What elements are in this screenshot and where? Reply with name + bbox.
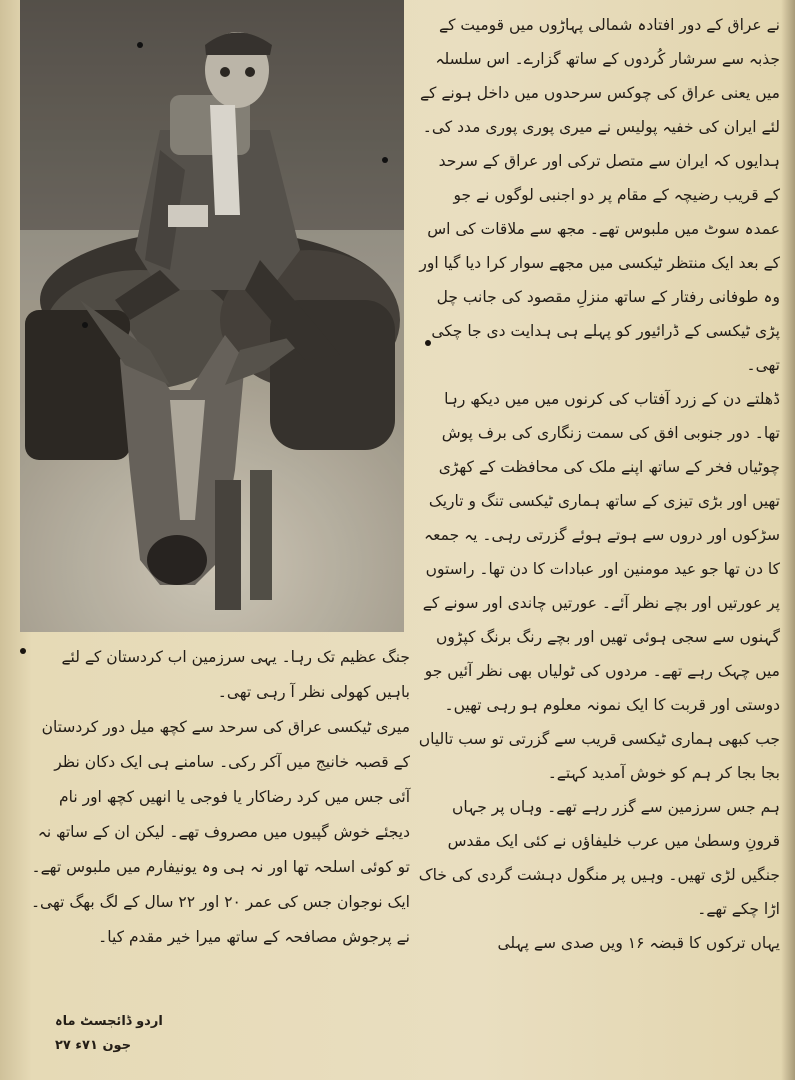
bullet-mark [425, 340, 431, 346]
paragraph: ڈھلتے دن کے زرد آفتاب کی کرنوں میں میں دیکھ رہا تھا۔ دور جنوبی افق کی سمت زنگاری کی برف پوش چوٹیاں فخر کے ساتھ اپنے ملک کی محافظت کے کھڑی تھیں اور بڑی تیزی کے ساتھ ہماری ٹیکسی تنگ و تاریک سڑکوں اور دروں سے ہوتے ہوئے گزرتی رہی۔ یہ جمعہ کا دن تھا جو عید مومنین اور عبادات کا دن تھا۔ راستوں پر عورتیں اور بچے نظر آئے۔ عورتیں چاندی اور سونے کے گہنوں سے سجی ہوئی تھیں اور بچے رنگ برنگ کپڑوں میں چہک رہے تھے۔ مردوں کی ٹولیاں بھی نظر آئیں جو دوستی اور قربت کا ایک نمونہ معلوم ہو رہی تھیں۔ جب کبھی ہماری ٹیکسی قریب سے گزرتی تو سب تالیاں بجا بجا کر ہم کو خوش آمدید کہتے۔ [418, 390, 780, 782]
article-right-column [418, 8, 780, 1020]
paragraph: ہم جس سرزمین سے گزر رہے تھے۔ وہاں پر جہاں قرونِ وسطیٰ میں عرب خلیفاؤں نے کئی ایک مقدس جنگیں لڑی تھیں۔ وہیں پر منگول دہشت گردی کی خاک اڑا چکے تھے۔ [418, 798, 780, 918]
paragraph: یہاں ترکوں کا قبضہ ۱۶ ویں صدی سے پہلی [497, 934, 780, 952]
paragraph: جنگ عظیم تک رہا۔ یہی سرزمین اب کردستان کے لئے باہیں کھولی نظر آ رہی تھی۔ [61, 648, 410, 701]
paragraph: نے عراق کے دور افتادہ شمالی پہاڑوں میں قومیت کے جذبہ سے سرشار کُردوں کے ساتھ گزارے۔ اس سلسلہ میں یعنی عراق کی چوکس سرحدوں میں داخل ہونے کے لئے ایران کی خفیہ پولیس نے میری پوری پوری مدد کی۔ ہدایوں کہ ایران سے متصل ترکی اور عراق کے سرحد کے قریب رضیچہ کے مقام پر دو اجنبی لوگوں نے جو عمدہ سوٹ میں ملبوس تھے۔ مجھ سے ملاقات کی اس کے بعد ایک منتظر ٹیکسی میں مجھے سوار کرا دیا گیا اور وہ طوفانی رفتار کے ساتھ منزلِ مقصود کی جانب چل پڑی ٹیکسی کے ڈرائیور کو پہلے ہی ہدایت دی جا چکی تھی۔ [419, 16, 780, 374]
article-left-column [30, 640, 410, 1010]
photo-boy-on-donkey [20, 0, 404, 632]
paragraph: میری ٹیکسی عراق کی سرحد سے کچھ میل دور کردستان کے قصبہ خانیج میں آکر رکی۔ سامنے ہی ایک دکان نظر آئی جس میں کرد رضاکار یا فوجی یا انھیں کچھ اور نام دیجئے خوش گپیوں میں مصروف تھے۔ لیکن ان کے ساتھ نہ تو کوئی اسلحہ تھا اور نہ ہی وہ یونیفارم میں ملبوس تھے۔ ایک نوجوان جس کی عمر ۲۰ اور ۲۲ سال کے لگ بھگ تھی۔ نے پرجوش مصافحہ کے ساتھ میرا خیر مقدم کیا۔ [30, 718, 410, 946]
bullet-mark [20, 648, 26, 654]
page-edge-shadow [781, 0, 795, 1080]
issue-footer: اردو ڈائجسٹ ماہ جون ۷۱ء ۲۷ [55, 1014, 163, 1053]
